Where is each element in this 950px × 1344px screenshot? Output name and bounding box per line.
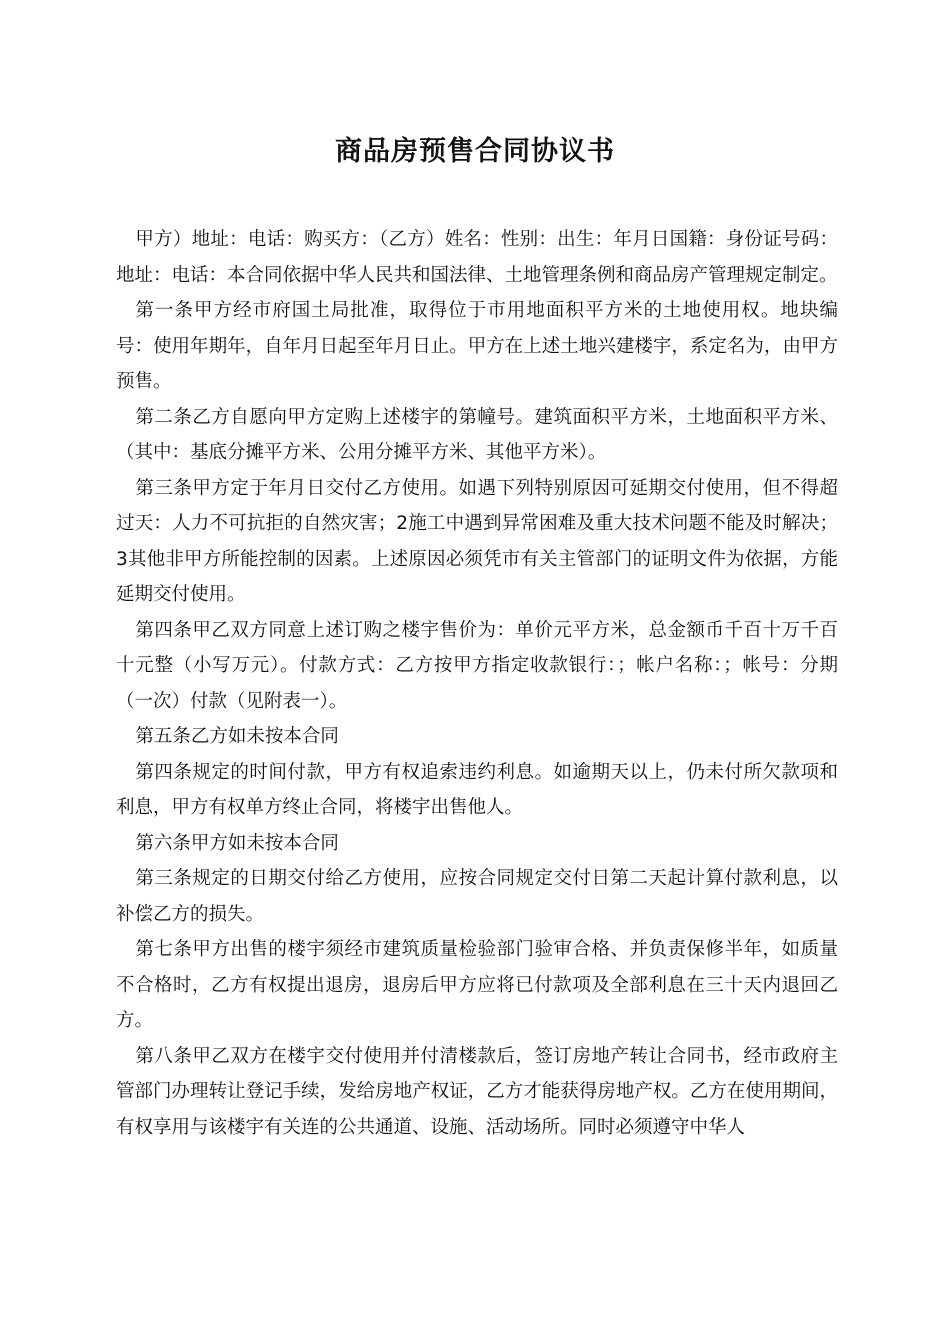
paragraph-article-7: 第七条甲方出售的楼宇须经市建筑质量检验部门验审合格、并负责保修半年，如质量不合格时，乙方有权提出退房，退房后甲方应将已付款项及全部利息在三十天内退回乙方。	[116, 939, 838, 1031]
paragraph-article-6-heading: 第六条甲方如未按本合同	[135, 832, 339, 854]
paragraph-article-1: 第一条甲方经市府国土局批准，取得位于市用地面积平方米的土地使用权。地块编号：使用年期年，自年月日起至年月日止。甲方在上述土地兴建楼宇，系定名为，由甲方预售。	[116, 300, 838, 392]
paragraph-article-5-heading: 第五条乙方如未按本合同	[135, 726, 339, 747]
document-title: 商品房预售合同协议书	[335, 136, 615, 167]
paragraph-article-4: 第四条甲乙双方同意上述订购之楼宇售价为：单价元平方米，总金额币千百十万千百十元整（小写万元）。付款方式：乙方按甲方指定收款银行：；帐户名称：；帐号：分期（一次）付款（见附表一）。	[116, 619, 838, 712]
paragraph-article-2: 第二条乙方自愿向甲方定购上述楼宇的第幢号。建筑面积平方米，土地面积平方米、（其中：基底分摊平方米、公用分摊平方米、其他平方米）。	[116, 406, 838, 463]
paragraph-parties: 甲方）地址：电话：购买方：（乙方）姓名：性别：出生：年月日国籍：身份证号码：地址：电话：本合同依据中华人民共和国法律、土地管理条例和商品房产管理规定制定。	[116, 229, 838, 286]
document-body	[116, 222, 838, 1145]
paragraph-article-6-body: 第三条规定的日期交付给乙方使用，应按合同规定交付日第二天起计算付款利息，以补偿乙方的损失。	[116, 868, 838, 925]
paragraph-article-8: 第八条甲乙双方在楼宇交付使用并付清楼款后，签订房地产转让合同书，经市政府主管部门办理转让登记手续，发给房地产权证，乙方才能获得房地产权。乙方在使用期间，有权享用与该楼宇有关连的公共通道、设施、活动场所。同时必须遵守中华人	[116, 1045, 838, 1138]
paragraph-article-3: 第三条甲方定于年月日交付乙方使用。如遇下列特别原因可延期交付使用，但不得超过天：人力不可抗拒的自然灾害；2施工中遇到异常困难及重大技术问题不能及时解决；3其他非甲方所能控制的因素。上述原因必须凭市有关主管部门的证明文件为依据，方能延期交付使用。	[116, 477, 838, 605]
paragraph-article-5-body: 第四条规定的时间付款，甲方有权追索违约利息。如逾期天以上，仍未付所欠款项和利息，甲方有权单方终止合同，将楼宇出售他人。	[116, 761, 838, 818]
